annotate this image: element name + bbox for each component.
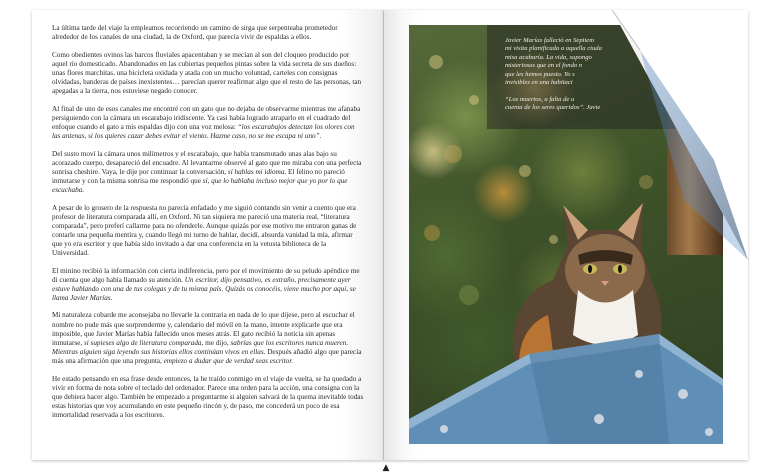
cat-photo	[409, 25, 723, 444]
text-run: , me dijo,	[201, 338, 231, 347]
italic-run: “los escarabajos detectan los olores con las antenas, si los quieres cazar debes evitar el viento. Hazme caso, no se me escapa ni uno”.	[52, 122, 355, 140]
paragraph	[52, 204, 364, 259]
italic-run: sí hablas mi idioma	[227, 167, 285, 176]
caret-up-icon[interactable]: ▲	[382, 463, 390, 473]
paragraph	[52, 150, 364, 195]
overlay-line: invisibles en una habitaci	[505, 79, 573, 87]
text-run: Al final de uno de esos canales me encontré con un gato que no dejaba de observarme mientras me afanaba persiguiendo con la cámara un escarabajo iridiscente. Ya casi había logrado atraparlo en el cuadrado del enfoque cuando el gato a mis espaldas dijo con una voz melosa:	[52, 104, 361, 131]
paragraph	[52, 375, 364, 420]
text-run: A pesar de lo grosero de la respuesta no parecía enfadado y me siguió contando sin venir a cuento que era profesor de literatura comparada allí, en Oxford. Ni tan siquiera me pareció una materia real, “literatura comparada”, pero preferí callarme para no ofenderle. Aunque quizás por ese motivo me entraron ganas de contarle una pequeña mentira y, cuando llegó mi turno de hablar, decidí, absurda vanidad la mía, afirmar que yo era escritor y que había sido invitado a dar una conferencia en la vetusta biblioteca de la Universidad.	[52, 203, 357, 257]
overlay-line: misa acabaría. La vida, supongo	[505, 53, 592, 61]
overlay-line: mi visita planificada a aquella ciuda	[505, 45, 602, 53]
boat-roof	[409, 324, 723, 444]
text-run: Después añadió algo que parecía más una afirmación que una pregunta,	[52, 347, 362, 365]
right-page[interactable]	[384, 10, 748, 460]
paragraph	[52, 105, 364, 141]
text-run: Como obedientes ovinos las barcos fluviales apacentaban y se mecían al son del cloqueo producido por aquel río domesticado. Abandonados en las cubiertas pequeños pintas sobre la vida secreta de sus dueños: unas flores marchitas, una bicicleta oxidada y atada con un mucho voluntad, carteles con consignas olvidadas, banderas de países inexistentes… parecían querer reafirmar algo que el resto de las personas, tan apegadas a la tierra, nos estuviese negado conocer.	[52, 50, 362, 96]
quote-overlay	[487, 25, 723, 129]
paragraph	[52, 51, 364, 96]
paragraph	[52, 24, 364, 42]
overlay-line: misteriosas que en el fondo n	[505, 62, 583, 70]
text-run: He estado pensando en esa frase desde entonces, la he traído conmigo en el viaje de vuelta, se ha quedado a vivir en forma de nota sobre el teclado del ordenador. Parece una orden para la acción, una consigna con la que debiera hacer algo. También he empezado a preguntarme si alguien salvará de la quema inevitable todas estas historias que voy acumulando en este pequeño rincón y, de paso, me concederá un poco de esa inmortalidad reservada a los escritores.	[52, 374, 364, 419]
left-page[interactable]	[32, 10, 384, 460]
overlay-line: cuenta de los seres queridos”. Javie	[505, 104, 601, 112]
italic-run: empiezo a dudar que de verdad seas escritor.	[163, 356, 294, 365]
open-book	[32, 10, 748, 460]
italic-run: sabrías que los escritores nunca mueren. Mientras alguien siga leyendo sus historias ellos continúan vivos en ellas.	[52, 338, 349, 356]
text-run: . El felino no pareció inmutarse y con la misma sonrisa me respondió que	[52, 167, 345, 185]
overlay-line: que les hemos puesto. Yo s	[505, 70, 575, 78]
story-text	[52, 24, 364, 420]
italic-run: sí, que lo hablaba incluso mejor que yo por lo que escuchaba.	[52, 176, 348, 194]
overlay-line: “Los muertos, a falta de u	[505, 95, 575, 103]
text-run: Del susto moví la cámara unos milímetros y el escarabajo, que había transmutado unas alas bajo su acorazado cuerpo, desapareció del encuadre. Al levantarme observé al gato que me miraba con una perfecta sonrisa cheshire. Vaya, le dije por continuar la conversación,	[52, 149, 362, 176]
paragraph	[52, 267, 364, 303]
text-run: El minino recibió la información con cierta indiferencia, pero por el movimiento de su peludo apéndice me di cuenta que algo había llamado su atención.	[52, 266, 360, 284]
paragraph	[52, 311, 364, 366]
text-run: La última tarde del viaje la empleamos recorriendo un camino de sirga que serpenteaba prometedor alrededor de los canales de una ciudad, la de Oxford, que parecía vivir de espaldas a ellos.	[52, 24, 338, 42]
text-run: Mi naturaleza cobarde me aconsejaba no llevarle la contraria en nada de lo que dijese, pero al escuchar el nombre no pude más que sorprenderme y, calendario del móvil en la mano, intente explicarle que era imposible, que Javier Marías había fallecido unos meses atrás. El gato recibió la noticia sin apenas inmutarse,	[52, 311, 355, 347]
italic-run: Un escritor, dijo pensativo, es extraño, precisamente ayer estuve hablando con una de tus colegas y de tu misma país. Quizás os conocéis, viene mucho por aquí, se llama Javier Marías.	[52, 275, 356, 302]
overlay-line: Javier Marías falleció en Septiem	[505, 37, 594, 44]
overlay-line	[505, 87, 713, 95]
italic-run: si supieses algo de literatura comparada	[83, 338, 202, 347]
